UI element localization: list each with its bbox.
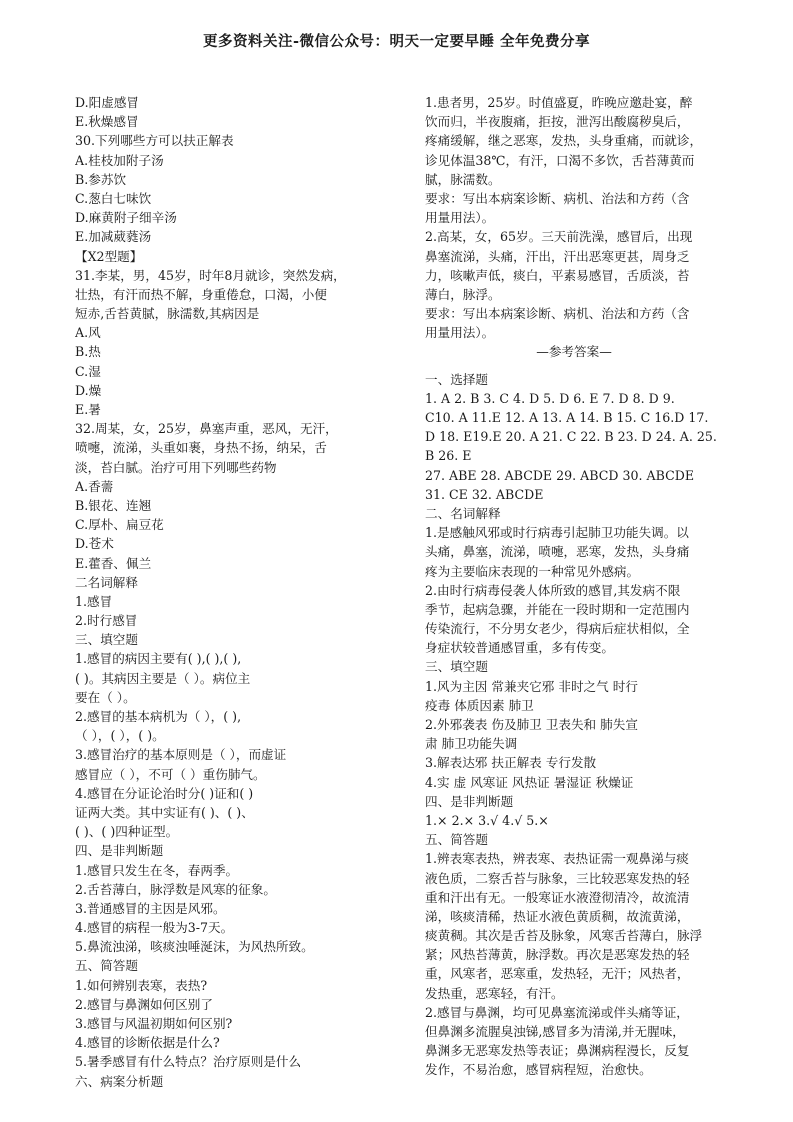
text-line: 用量用法）。	[425, 210, 495, 226]
answer-line: 紧；风热苔薄黄，脉浮数。再次是恶寒发热的轻	[425, 947, 690, 963]
text-line: D.阳虚感冒	[75, 95, 140, 110]
answer-line: 肃 肺卫功能失调	[425, 736, 518, 752]
text-line: 饮而归，半夜腹痛，拒按，泄泻出酸腐秽臭后，	[425, 114, 690, 130]
answer-line: 1. A 2. B 3. C 4. D 5. D 6. E 7. D 8. D 9.	[425, 390, 675, 406]
text-line: 六、病案分析题	[75, 1073, 164, 1089]
text-line: 喷嚏，流涕，头重如裹，身热不扬，纳呆，舌	[75, 440, 327, 456]
answer-line: C10. A 11.E 12. A 13. A 14. B 15. C 16.D 17.	[425, 410, 709, 425]
text-line: 力，咳嗽声低，痰白，平素易感冒，舌质淡，苔	[425, 267, 690, 283]
text-line: 短赤,舌苔黄腻，脉濡数,其病因是	[75, 306, 260, 322]
text-line: 五、简答题	[75, 958, 138, 974]
answer-line: 季节，起病急骤，并能在一段时期和一定范围内	[425, 601, 690, 617]
answer-line: 2.感冒与鼻渊，均可见鼻塞流涕或伴头痛等证，	[425, 1004, 689, 1020]
text-line: B.参苏饮	[75, 171, 127, 187]
text-line: A.风	[75, 325, 101, 341]
text-line: C.葱白七味饮	[75, 190, 152, 206]
answer-line: D 18. E19.E 20. A 21. C 22. B 23. D 24. A. 25.	[425, 429, 717, 445]
text-line: 鼻塞流涕，头痛，汗出，汗出恶寒更甚，周身乏	[425, 248, 690, 264]
text-line: 1.如何辨别表寒，表热?	[75, 977, 208, 993]
answer-line: 身症状较普通感冒重，多有传变。	[425, 640, 614, 656]
text-line: D.燥	[75, 382, 102, 398]
text-line: 2.高某，女，65岁。三天前洗澡，感冒后，出现	[425, 229, 693, 245]
text-line: （ ），( ），( )。	[75, 728, 165, 744]
answers-title: —参考答案—	[536, 344, 612, 360]
text-line: 2.感冒与鼻渊如何区别了	[75, 996, 213, 1012]
answer-line: 1.是感触风邪或时行病毒引起肺卫功能失调。以	[425, 525, 689, 541]
text-line: 要求：写出本病案诊断、病机、治法和方药（含	[425, 306, 690, 322]
answer-line: 三、填空题	[425, 659, 488, 675]
text-line: D.麻黄附子细辛汤	[75, 210, 177, 226]
answer-line: 液色质，二察舌苔与脉象，三比较恶寒发热的轻	[425, 870, 690, 886]
answer-line: 重，风寒者，恶寒重，发热轻，无汗；风热者，	[425, 966, 690, 982]
text-line: 30.下列哪些方可以扶正解表	[75, 133, 234, 149]
answer-line: 2.外邪袭表 伤及肺卫 卫表失和 肺失宣	[425, 717, 638, 732]
text-line: B.银花、连翘	[75, 497, 152, 513]
text-line: 证两大类。其中实证有( )、( )、	[75, 804, 254, 820]
text-line: ( )。其病因主要是（ ）。病位主	[75, 670, 251, 686]
text-line: C.湿	[75, 363, 101, 379]
text-line: 3.感冒与风温初期如何区别?	[75, 1016, 233, 1031]
answer-line: 四、是非判断题	[425, 793, 514, 809]
text-line: E.暑	[75, 402, 101, 417]
answer-line: 重和汗出有无。一般寒证水液澄彻清冷，故流清	[425, 889, 690, 905]
text-line: 3.感冒治疗的基本原则是（ ），而虚证	[75, 747, 287, 763]
text-line: 要在（ ）。	[75, 689, 136, 705]
text-line: 【X2型题】	[75, 248, 143, 264]
answer-line: 2.由时行病毒侵袭人体所致的感冒,其发病不限	[425, 582, 681, 598]
text-line: 1.感冒只发生在冬，春两季。	[75, 862, 239, 878]
text-line: 4.感冒的病程一般为3-7天。	[75, 920, 234, 936]
text-line: E.加减葳蕤汤	[75, 229, 152, 245]
text-line: E.藿香、佩兰	[75, 555, 152, 571]
case-analysis-section	[425, 93, 723, 342]
answer-line: 二、名词解释	[425, 505, 501, 521]
text-line: 壮热，有汗而热不解，身重倦怠，口渴，小便	[75, 286, 327, 302]
answer-line: 涕，咳痰清稀，热证水液色黄质稠，故流黄涕，	[425, 908, 690, 924]
answer-line: 27. ABE 28. ABCDE 29. ABCD 30. ABCDE	[425, 467, 695, 483]
text-line: 5.暑季感冒有什么特点？治疗原则是什么	[75, 1054, 302, 1070]
answer-line: 4.实 虚 风寒证 风热证 暑湿证 秋燥证	[425, 774, 634, 790]
text-line: 感冒应（ ），不可（ ）重伤肺气。	[75, 766, 266, 782]
left-column	[75, 93, 365, 1091]
text-line: C.厚朴、扁豆花	[75, 517, 164, 533]
answer-line: 传染流行，不分男女老少，得病后症状相似，全	[425, 621, 690, 637]
text-line: 4.感冒在分证论治时分( )证和( )	[75, 785, 254, 801]
answer-line: 一、选择题	[425, 371, 488, 387]
text-line: 诊见体温38℃，有汗，口渴不多饮，舌苔薄黄而	[425, 152, 695, 168]
answer-line: 1.风为主因 常兼夹它邪 非时之气 时行	[425, 678, 638, 694]
text-line: 5.鼻流浊涕，咳痰浊唾涎沫，为风热所致。	[75, 939, 314, 955]
answer-line: 1.× 2.× 3.√ 4.√ 5.×	[425, 812, 549, 828]
answer-line: 1.辨表寒表热，辨表寒、表热证需一观鼻涕与痰	[425, 851, 689, 867]
text-line: ( )、( )四种证型。	[75, 824, 179, 840]
text-line: 要求：写出本病案诊断、病机、治法和方药（含	[425, 190, 690, 206]
answer-line: 但鼻渊多流腥臭浊锑,感冒多为清涕,并无腥味，	[425, 1024, 685, 1039]
section-gap	[425, 362, 723, 370]
answer-line: 痰黄稠。其次是舌苔及脉象，风寒舌苔薄白，脉浮	[425, 928, 703, 944]
text-line: 淡，苔白腻。治疗可用下列哪些药物	[75, 459, 277, 475]
right-column	[425, 93, 723, 1080]
text-line: 2.感冒的基本病机为（ ），( ),	[75, 709, 242, 724]
answer-line: 发热重，恶寒轻，有汗。	[425, 985, 564, 1001]
answer-line: B 26. E	[425, 448, 472, 464]
text-line: 疼痛缓解，继之恶寒，发热，头身重痛，而就诊，	[425, 133, 703, 149]
answer-line: 3.解表达邪 扶正解表 专行发散	[425, 755, 597, 771]
text-line: A.桂枝加附子汤	[75, 152, 164, 168]
text-line: 3.普通感冒的主因是风邪。	[75, 900, 226, 916]
answer-line: 五、简答题	[425, 832, 488, 848]
text-line: B.热	[75, 344, 101, 360]
answer-line: 发作，不易治愈，感冒病程短，治愈快。	[425, 1062, 652, 1078]
text-line: 腻，脉濡数。	[425, 171, 501, 187]
text-line: 四、是非判断题	[75, 843, 164, 859]
text-line: 薄白，脉浮。	[425, 286, 501, 302]
answer-line: 31. CE 32. ABCDE	[425, 486, 544, 502]
answer-line: 疼为主要临床表现的一种常见外感病。	[425, 563, 640, 579]
text-line: D.苍术	[75, 536, 114, 552]
answer-line: 头痛，鼻塞，流涕，喷嚏，恶寒，发热，头身痛	[425, 544, 690, 560]
text-line: 1.感冒	[75, 593, 113, 609]
text-line: 4.感冒的诊断依据是什么?	[75, 1035, 220, 1051]
text-line: 32.周某，女，25岁，鼻塞声重，恶风，无汗，	[75, 421, 338, 437]
text-line: 2.舌苔薄白，脉浮数是风寒的征象。	[75, 881, 276, 897]
page-header: 更多资料关注-微信公众号：明天一定要早睡 全年免费分享	[202, 33, 591, 50]
text-line: 1.患者男，25岁。时值盛夏，昨晚应邀赴宴，醉	[425, 95, 693, 110]
answers-section	[425, 370, 723, 1080]
text-line: 31.李某，男，45岁，时年8月就诊，突然发病，	[75, 267, 346, 283]
text-line: 二名词解释	[75, 574, 138, 590]
answer-line: 鼻渊多无恶寒发热等表证；鼻渊病程漫长，反复	[425, 1043, 690, 1059]
text-line: 用量用法）。	[425, 325, 495, 341]
text-line: A.香薷	[75, 478, 114, 494]
text-line: 1.感冒的病因主要有( ),( ),( ),	[75, 651, 242, 667]
text-line: 2.时行感冒	[75, 613, 138, 629]
text-line: 三、填空题	[75, 632, 138, 648]
answer-line: 疫毒 体质因素 肺卫	[425, 697, 534, 713]
text-line: E.秋燥感冒	[75, 114, 139, 130]
